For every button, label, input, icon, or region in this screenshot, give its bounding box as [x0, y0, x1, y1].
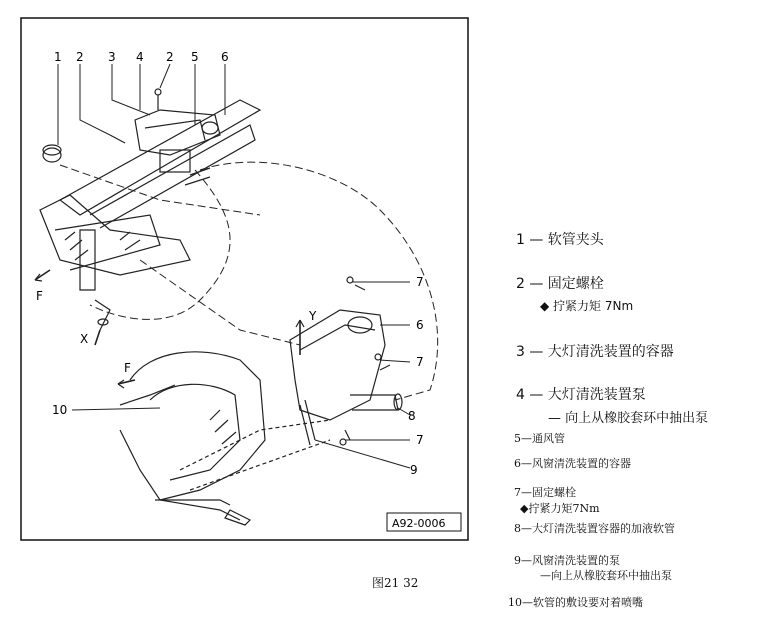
legend-item-9: 9—风窗清洗装置的泵 [514, 554, 620, 567]
legend-item-7-note: ◆拧紧力矩7Nm [520, 502, 600, 515]
lower-assembly-drawing [118, 277, 402, 525]
axis-label-y: Y [309, 309, 317, 323]
callout-7c: 7 [416, 433, 424, 447]
axis-label-f-top: F [36, 289, 43, 303]
callout-4: 4 [136, 50, 144, 64]
callout-3: 3 [108, 50, 116, 64]
legend-item-5: 5—通风管 [514, 432, 565, 445]
legend-item-1: 1 — 软管夹头 [516, 232, 604, 248]
callout-7b: 7 [416, 355, 424, 369]
legend-item-9-note: —向上从橡胶套环中抽出泵 [540, 569, 672, 582]
axis-label-f-bottom: F [124, 361, 131, 375]
legend-item-4: 4 — 大灯清洗装置泵 [516, 387, 646, 403]
callout-5: 5 [191, 50, 199, 64]
legend-item-10: 10—软管的敷设要对着喷嘴 [508, 596, 643, 609]
callout-leaders-bottom [72, 282, 410, 468]
axis-label-x: X [80, 332, 89, 346]
legend-item-7: 7—固定螺栓 [514, 486, 576, 499]
callout-1: 1 [54, 50, 62, 64]
dashed-leader-lines [60, 162, 438, 400]
figure-caption: 图21 32 [372, 576, 419, 590]
legend-item-2: 2 — 固定螺栓 [516, 276, 604, 292]
callout-leaders-top [58, 64, 225, 145]
callout-9: 9 [410, 463, 418, 477]
callout-6a: 6 [221, 50, 229, 64]
legend-item-8: 8—大灯清洗装置容器的加液软管 [514, 522, 675, 535]
legend-item-4-note: — 向上从橡胶套环中抽出泵 [548, 411, 709, 426]
ref-code: A92-0006 [392, 517, 446, 530]
callout-2a: 2 [76, 50, 84, 64]
callout-6b: 6 [416, 318, 424, 332]
callout-2b: 2 [166, 50, 174, 64]
diagram-frame [21, 18, 468, 540]
upper-assembly-drawing [35, 89, 260, 345]
legend-item-3: 3 — 大灯清洗装置的容器 [516, 344, 674, 360]
legend-item-6: 6—风窗清洗装置的容器 [514, 457, 631, 470]
callout-7a: 7 [416, 275, 424, 289]
legend-item-2-note: ◆ 拧紧力矩 7Nm [540, 299, 634, 313]
callout-10: 10 [52, 403, 68, 417]
callout-8: 8 [408, 409, 416, 423]
